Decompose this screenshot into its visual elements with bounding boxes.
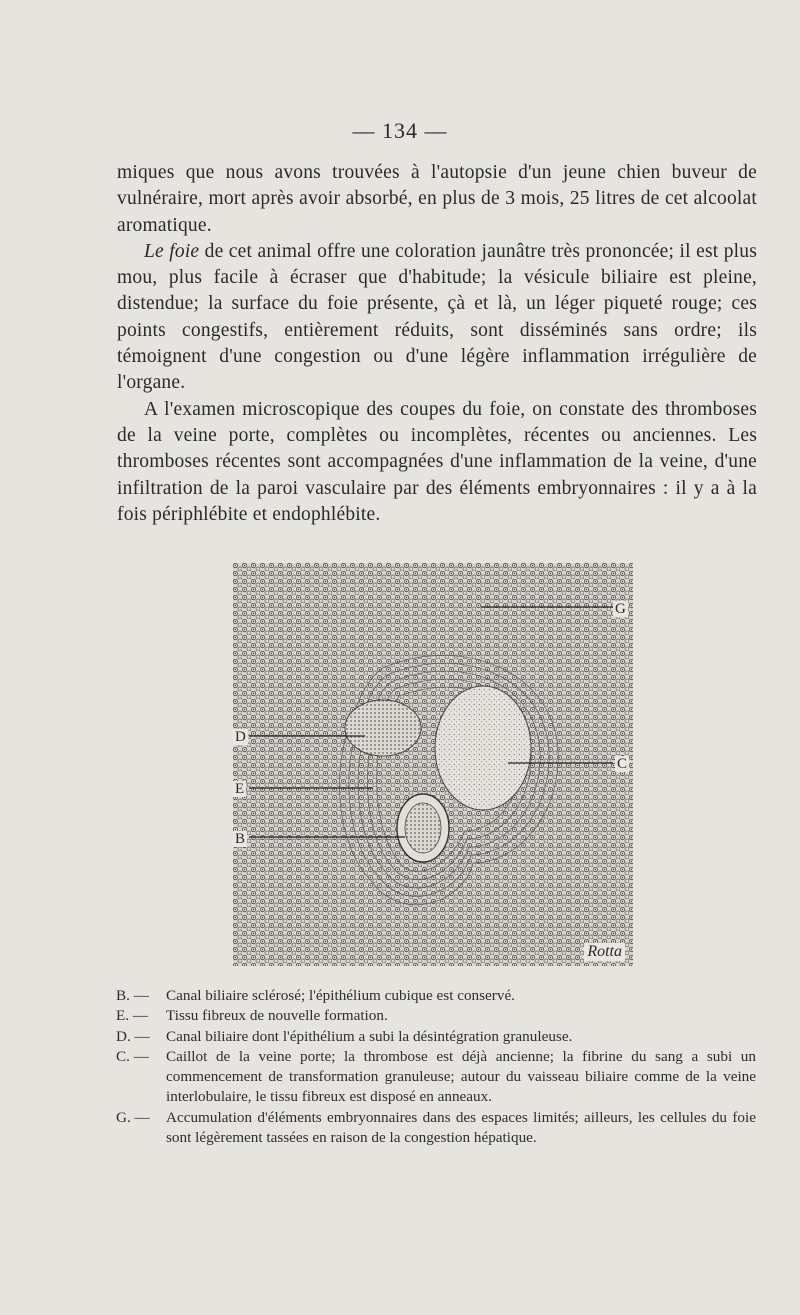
legend-key: B. — bbox=[116, 987, 149, 1004]
histology-figure bbox=[233, 563, 633, 966]
legend-item bbox=[116, 1027, 756, 1047]
legend-item bbox=[116, 986, 756, 1006]
legend-key: D. — bbox=[116, 1027, 150, 1045]
legend-text: Canal biliaire sclérosé; l'épithélium cubique est conservé. bbox=[166, 987, 515, 1004]
figure-label-c: C bbox=[617, 756, 628, 772]
paragraph-2-text: de cet animal offre une coloration jaunâtre très prononcée; il est plus mou, plus facile à écraser que d'habitude; la vésicule biliaire est pleine, distendue; la surface du foie présente, çà et là, un léger piqueté rouge; ces points congestifs, entièrement réduits, sont disséminés sans ordre; ils témoignent d'une congestion ou d'une légère inflammation irrégulière de l'organe. bbox=[117, 240, 758, 394]
figure-label-g: G bbox=[615, 601, 626, 617]
histology-engraving bbox=[233, 563, 633, 966]
legend-item bbox=[116, 1006, 756, 1026]
paragraph-3: A l'examen microscopique des coupes du foie, on constate des thromboses de la veine porte, complètes ou incomplètes, récentes ou anciennes. Les thromboses récentes sont accompagnées d'une inflammation de la veine, d'une infiltration de la paroi vasculaire par des éléments embryonnaires : il y a à la fois périphlébite et endophlébite. bbox=[117, 398, 757, 525]
figure-legend bbox=[116, 986, 756, 1148]
legend-key: G. — bbox=[116, 1108, 150, 1126]
legend-item bbox=[116, 1108, 756, 1149]
paragraph-2 bbox=[117, 239, 757, 397]
page-number: — 134 — bbox=[352, 118, 448, 143]
figure-label-e: E bbox=[235, 781, 245, 797]
legend-text: Tissu fibreux de nouvelle formation. bbox=[166, 1007, 388, 1025]
legend-key: E. — bbox=[116, 1007, 149, 1025]
artist-signature: Rotta bbox=[584, 943, 625, 961]
legend-text: Caillot de la veine porte; la thrombose est déjà ancienne; la fibrine du sang a subi un commencement de transformation granuleuse; autour du vaisseau biliaire comme de la veine interlobulaire, le tissu fibreux est disposé en anneaux. bbox=[166, 1047, 756, 1106]
legend-text: Accumulation d'éléments embryonnaires dans des espaces limités; ailleurs, les cellules du foie sont légèrement tassées en raison de la congestion hépatique. bbox=[166, 1108, 756, 1147]
italic-lead: Le foie bbox=[144, 240, 200, 262]
paragraph-1: miques que nous avons trouvées à l'autopsie d'un jeune chien buveur de vulnéraire, mort après avoir absorbé, en plus de 3 mois, 25 litres de cet alcoolat aromatique. bbox=[117, 162, 757, 236]
figure-label-d: D bbox=[235, 729, 246, 745]
figure-label-b: B bbox=[235, 831, 246, 847]
legend-key: C. — bbox=[116, 1047, 149, 1065]
legend-item bbox=[116, 1047, 756, 1108]
legend-text: Canal biliaire dont l'épithélium a subi la désintégration granuleuse. bbox=[166, 1027, 573, 1045]
body-text bbox=[117, 160, 757, 528]
